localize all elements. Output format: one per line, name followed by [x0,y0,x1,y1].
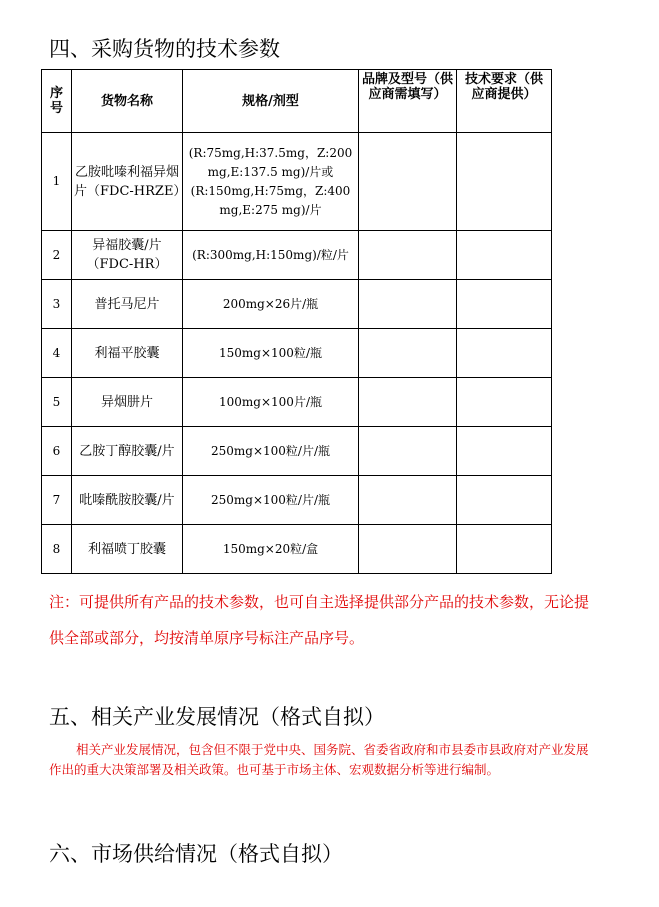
row-brand-cell[interactable] [359,231,457,280]
row-seq: 1 [42,133,72,231]
row-name: 异烟肼片 [72,378,183,427]
table-row [42,280,552,329]
table-note: 注：可提供所有产品的技术参数，也可自主选择提供部分产品的技术参数，无论提供全部或部分，均按清单原序号标注产品序号。 [49,593,590,647]
row-brand-cell[interactable] [359,280,457,329]
row-tech-cell[interactable] [457,133,552,231]
section-5-heading: 五、相关产业发展情况（格式自拟） [49,705,385,729]
table-header-row [42,70,552,133]
row-seq: 6 [42,427,72,476]
row-tech-cell[interactable] [457,476,552,525]
row-spec: 150mg×20粒/盒 [183,525,359,574]
row-tech-cell[interactable] [457,378,552,427]
row-spec: (R:300mg,H:150mg)/粒/片 [183,231,359,280]
row-name: 利福平胶囊 [72,329,183,378]
row-seq: 4 [42,329,72,378]
table-row [42,378,552,427]
row-seq: 3 [42,280,72,329]
section-5-paragraph: 相关产业发展情况，包含但不限于党中央、国务院、省委省政府和市县委市县政府对产业发展作出的重大决策部署及相关政策。也可基于市场主体、宏观数据分析等进行编制。 [49,742,589,777]
row-name: 乙胺吡嗪利福异烟片（FDC-HRZE） [72,133,183,231]
row-spec: 100mg×100片/瓶 [183,378,359,427]
row-brand-cell[interactable] [359,329,457,378]
row-spec: 250mg×100粒/片/瓶 [183,476,359,525]
row-brand-cell[interactable] [359,476,457,525]
row-brand-cell[interactable] [359,133,457,231]
table-row [42,525,552,574]
table-row [42,329,552,378]
row-spec: 150mg×100粒/瓶 [183,329,359,378]
row-spec: 200mg×26片/瓶 [183,280,359,329]
row-seq: 8 [42,525,72,574]
row-seq: 2 [42,231,72,280]
header-seq: 序号 [42,70,72,133]
table-row [42,133,552,231]
row-brand-cell[interactable] [359,427,457,476]
row-tech-cell[interactable] [457,427,552,476]
row-tech-cell[interactable] [457,525,552,574]
row-brand-cell[interactable] [359,378,457,427]
section-4-heading: 四、采购货物的技术参数 [49,37,280,61]
row-spec: 250mg×100粒/片/瓶 [183,427,359,476]
header-spec: 规格/剂型 [183,70,359,133]
row-brand-cell[interactable] [359,525,457,574]
header-name: 货物名称 [72,70,183,133]
row-name: 利福喷丁胶囊 [72,525,183,574]
row-name: 吡嗪酰胺胶囊/片 [72,476,183,525]
row-seq: 5 [42,378,72,427]
goods-spec-table [41,69,552,574]
row-tech-cell[interactable] [457,329,552,378]
row-tech-cell[interactable] [457,231,552,280]
row-spec: (R:75mg,H:37.5mg，Z:200 mg,E:137.5 mg)/片或(R:150mg,H:75mg，Z:400 mg,E:275 mg)/片 [183,133,359,231]
row-seq: 7 [42,476,72,525]
row-name: 普托马尼片 [72,280,183,329]
header-tech: 技术要求（供应商提供） [457,70,552,133]
table-row [42,427,552,476]
row-name: 异福胶囊/片（FDC-HR） [72,231,183,280]
header-brand: 品牌及型号（供应商需填写） [359,70,457,133]
table-row [42,476,552,525]
row-tech-cell[interactable] [457,280,552,329]
table-row [42,231,552,280]
row-name: 乙胺丁醇胶囊/片 [72,427,183,476]
section-6-heading: 六、市场供给情况（格式自拟） [49,842,343,866]
